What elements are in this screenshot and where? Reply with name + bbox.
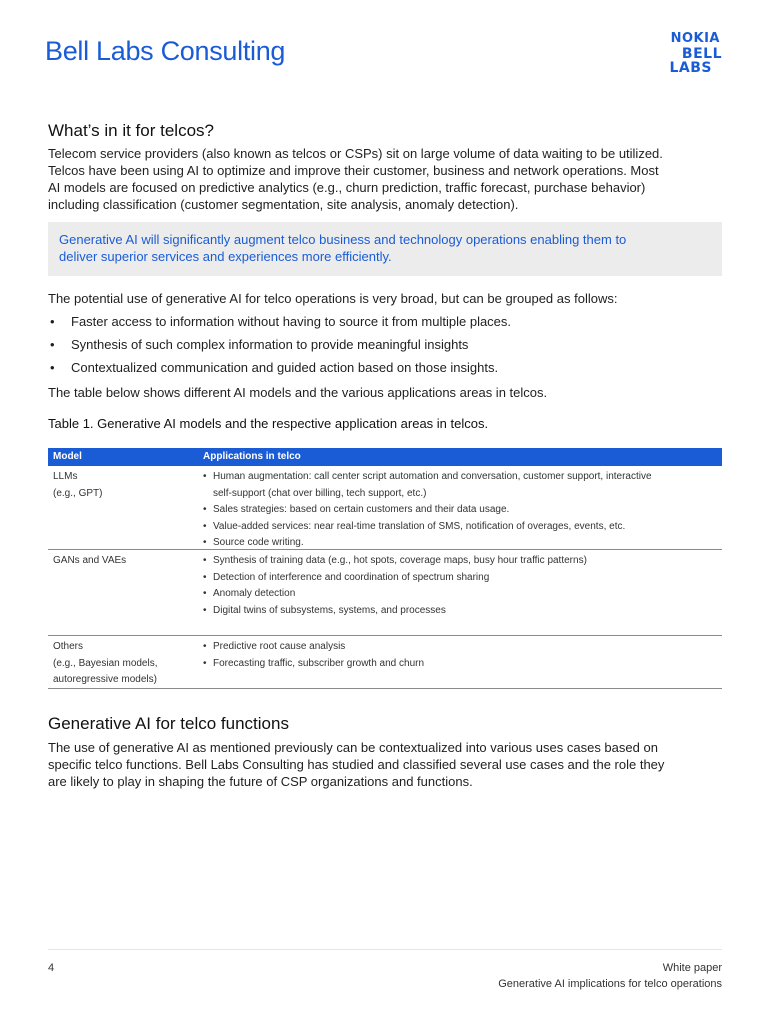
paragraph-line: are likely to play in shaping the future of CSP organizations and functions. (48, 774, 473, 789)
callout-line: Generative AI will significantly augment telco business and technology operations enabling them to (59, 232, 627, 247)
list-item: • Forecasting traffic, subscriber growth and churn (203, 656, 718, 673)
footer-document-info (498, 960, 722, 992)
column-header-applications: Applications in telco (203, 451, 301, 462)
footer-divider (48, 949, 722, 950)
list-item: • Contextualized communication and guided action based on those insights. (48, 359, 728, 382)
app-line: self-support (chat over billing, tech support, etc.) (213, 487, 427, 499)
footer-doc-title: Generative AI implications for telco operations (498, 978, 722, 990)
model-line: autoregressive models) (53, 674, 157, 685)
callout-box (48, 222, 722, 276)
callout-line: deliver superior services and experiences more efficiently. (59, 249, 392, 264)
list-item (203, 469, 718, 502)
paragraph-line: The use of generative AI as mentioned previously can be contextualized into various uses cases based on (48, 740, 658, 755)
table-header (48, 448, 722, 466)
footer-doc-type: White paper (662, 962, 722, 974)
model-line: LLMs (53, 471, 78, 482)
list-item: • Predictive root cause analysis (203, 639, 718, 656)
logo-line-labs: LABS (669, 60, 712, 76)
table-row (48, 636, 722, 689)
header-title: Bell Labs Consulting (45, 36, 286, 66)
paragraph-line: Telecom service providers (also known as telcos or CSPs) sit on large volume of data waiting to be utilized. (48, 146, 663, 161)
table-intro-text: The table below shows different AI models and the various applications areas in telcos. (48, 385, 548, 400)
nokia-bell-labs-logo (636, 32, 726, 76)
model-line: (e.g., GPT) (53, 487, 103, 499)
list-item: • Detection of interference and coordination of spectrum sharing (203, 570, 718, 587)
section1-heading: What’s in it for telcos? (48, 121, 214, 140)
table-row (48, 466, 722, 550)
model-line: (e.g., Bayesian models, (53, 657, 158, 669)
list-item: • Faster access to information without having to source it from multiple places. (48, 313, 728, 336)
section1-paragraph (48, 145, 728, 213)
list-item: • Anomaly detection (203, 586, 718, 603)
bullet-list (48, 313, 728, 382)
section2-heading: Generative AI for telco functions (48, 714, 289, 733)
model-cell (53, 639, 193, 689)
list-item: • Source code writing. (203, 535, 718, 552)
column-header-model: Model (53, 451, 82, 462)
applications-cell (203, 553, 718, 619)
model-cell (53, 469, 193, 502)
applications-cell (203, 469, 718, 552)
page-number: 4 (48, 962, 55, 974)
model-line: GANs and VAEs (53, 555, 127, 566)
paragraph-line: Telcos have been using AI to optimize and improve their customer, business and network operations. Most (48, 163, 659, 178)
list-item: • Synthesis of training data (e.g., hot spots, coverage maps, busy hour traffic patterns) (203, 553, 718, 570)
applications-table (48, 448, 722, 689)
table-caption: Table 1. Generative AI models and the respective application areas in telcos. (48, 416, 489, 431)
list-item: • Sales strategies: based on certain customers and their data usage. (203, 502, 718, 519)
paragraph-line: including classification (customer segmentation, site analysis, anomaly detection). (48, 197, 519, 212)
model-cell (53, 553, 193, 570)
app-line: • Human augmentation: call center script automation and conversation, customer support, interactive (213, 471, 652, 482)
logo-line-bell: BELL (681, 46, 722, 62)
section2-paragraph (48, 739, 728, 790)
intro-text: The potential use of generative AI for telco operations is very broad, but can be grouped as follows: (48, 291, 618, 306)
list-item: • Digital twins of subsystems, systems, and processes (203, 603, 718, 620)
paragraph-line: specific telco functions. Bell Labs Consulting has studied and classified several use cases and the role they (48, 757, 665, 772)
logo-line-nokia: NOKIA (670, 31, 720, 46)
applications-cell (203, 639, 718, 672)
table-row (48, 550, 722, 636)
list-item: • Value-added services: near real-time translation of SMS, notification of overages, events, etc. (203, 519, 718, 536)
model-line: Others (53, 641, 84, 652)
list-item: • Synthesis of such complex information to provide meaningful insights (48, 336, 728, 359)
paragraph-line: AI models are focused on predictive analytics (e.g., churn prediction, traffic forecast, purchase behavior) (48, 180, 646, 195)
